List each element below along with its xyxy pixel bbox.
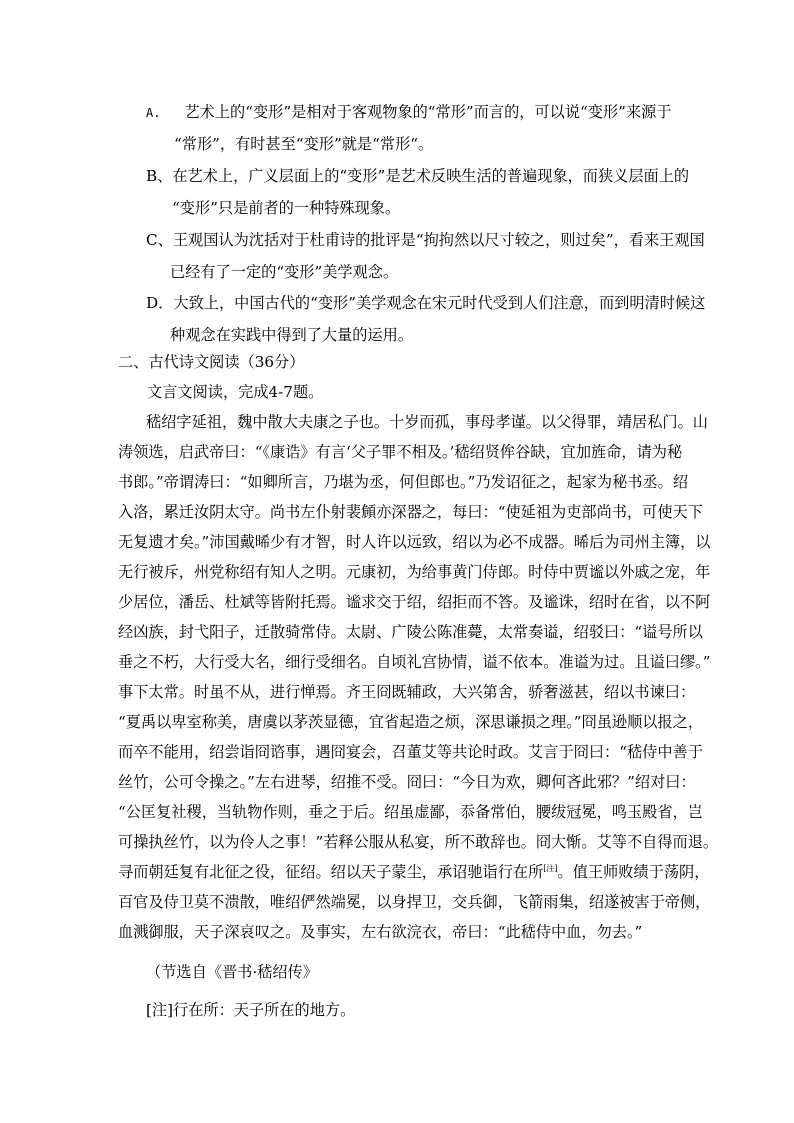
passage-line: 而卒不能用，绍尝诣冏谘事，遇冏宴会，召董艾等共论时政。艾言于冏曰：“嵇侍中善于	[118, 743, 703, 761]
option-letter: C、	[146, 231, 173, 249]
passage-line: “公匡复社稷，当轨物作则，垂之于后。绍虽虚鄙，忝备常伯，腰绂冠冕，鸣玉殿省，岂	[118, 803, 703, 821]
passage-line: 无复遗才矣。”沛国戴晞少有才智，时人许以远致，绍以为必不成器。晞后为司州主簿，以	[118, 533, 711, 551]
option-a-continued: “常形”，有时甚至“变形”就是“常形“。	[174, 135, 434, 153]
option-text: 大致上，中国古代的“变形”美学观念在宋元时代受到人们注意，而到明清时候这	[173, 294, 706, 312]
footnote: [注]行在所：天子所在的地方。	[146, 1001, 356, 1019]
option-a	[146, 102, 671, 123]
option-d	[146, 293, 705, 313]
passage-line: 垂之不朽，大行受大名，细行受细名。自顷礼宫协情，谥不依本。准谥为过。且谥曰缪。”	[118, 653, 711, 671]
instruction: 文言文阅读，完成4-7题。	[147, 383, 324, 401]
passage-line: 入洛，累迁汝阴太守。尚书左仆射裴頠亦深器之，每曰：“使延祖为吏部尚书，可使天下	[118, 503, 703, 521]
passage-line: 丝竹，公可令操之。”左右进琴，绍推不受。冏曰：“今日为欢，卿何吝此邪？”绍对曰：	[118, 773, 696, 791]
option-text: 在艺术上，广义层面上的“变形”是艺术反映生活的普遍现象，而狭义层面上的	[172, 167, 690, 185]
option-letter: A.	[146, 106, 161, 120]
passage-line: 经凶族，封弋阳子，迁散骑常侍。太尉、广陵公陈准薨，太常奏谥，绍驳曰：“谥号所以	[118, 623, 703, 641]
passage-line: 书郎。”帝谓涛曰：“如卿所言，乃堪为丞，何但郎也。”乃发诏征之，起家为秘书丞。绍	[118, 473, 689, 491]
section-heading: 二、古代诗文阅读（36分）	[118, 353, 305, 371]
option-text: 艺术上的“变形”是相对于客观物象的“常形”而言的，可以说“变形”来源于	[184, 103, 672, 121]
passage-line: 嵇绍字延祖，魏中散大夫康之子也。十岁而孤，事母孝谨。以父得罪，靖居私门。山	[146, 413, 708, 431]
option-b	[146, 166, 689, 186]
option-b-continued: “变形”只是前者的一种特殊现象。	[172, 199, 401, 217]
passage-line: 可操执丝竹，以为伶人之事！”若释公服从私宴，所不敢辞也。冏大惭。艾等不自得而退。	[118, 833, 719, 851]
passage-line-tail: 。值王师败绩于荡阴，	[557, 863, 710, 881]
option-letter: D．	[146, 294, 174, 312]
option-text: 王观国认为沈括对于杜甫诗的批评是“拘拘然以尺寸较之，则过矣”，看来王观国	[172, 231, 705, 249]
option-d-continued: 种观念在实践中得到了大量的运用。	[170, 326, 413, 344]
passage-line: 事下太常。时虽不从，进行惮焉。齐王冏既辅政，大兴第舍，骄奢滋甚，绍以书谏曰：	[118, 683, 696, 701]
passage-line: “夏禹以卑室称美，唐虞以茅茨显德，宜省起造之烦，深思谦损之理。”冏虽逊顺以报之，	[118, 713, 704, 731]
option-letter: B、	[146, 167, 173, 185]
footnote-marker: [注]	[543, 863, 558, 873]
passage-line-text: 寻而朝廷复有北征之役，征绍。绍以天子蒙尘，承诏驰诣行在所	[118, 863, 544, 881]
passage-line: 无行被斥，州党称绍有知人之明。元康初，为给事黄门侍郎。时侍中贾谧以外戚之宠，年	[118, 563, 711, 581]
option-c-continued: 已经有了一定的“变形”美学观念。	[170, 263, 399, 281]
passage-line: 少居位，潘岳、杜斌等皆附托焉。谧求交于绍，绍拒而不答。及谧诛，绍时在省，以不阿	[118, 593, 711, 611]
passage-line: 百官及侍卫莫不溃散，唯绍俨然端冕，以身捍卫，交兵御，飞箭雨集，绍遂被害于帝侧，	[118, 893, 711, 911]
passage-line: 涛领选，启武帝曰：“《康诰》有言‘父子罪不相及。’嵇绍贤侔谷缺，宜加旌命，请为秘	[118, 443, 683, 461]
option-c	[146, 230, 705, 250]
passage-source: （节选自《晋书·嵇绍传》	[146, 963, 318, 981]
passage-line	[118, 862, 709, 882]
passage-line: 血溅御服，天子深哀叹之。及事实，左右欲浣衣，帝曰：“此嵇侍中血，勿去。”	[118, 923, 643, 941]
